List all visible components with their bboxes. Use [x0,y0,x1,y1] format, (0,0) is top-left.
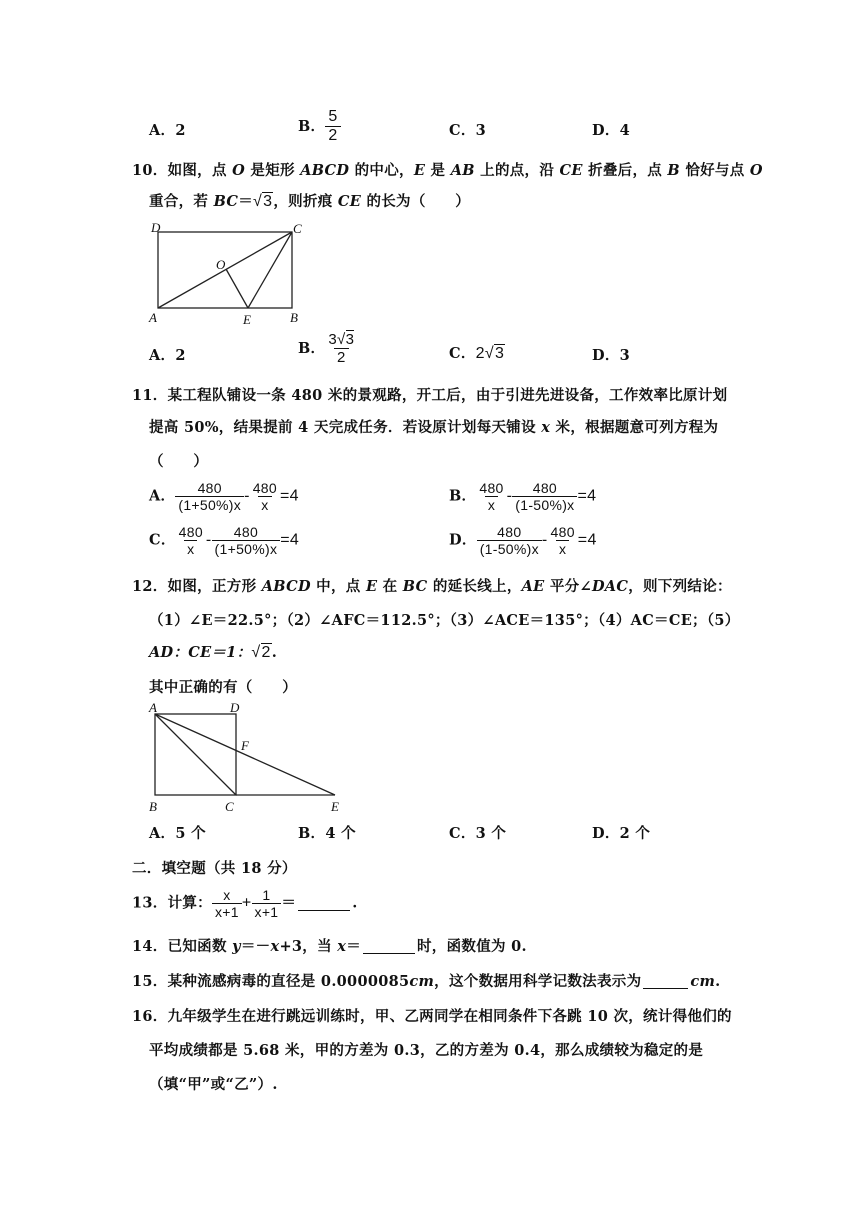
q11-stem-line3: （ ） [149,453,209,470]
q16-line1: 16．九年级学生在进行跳远训练时，甲、乙两同学在相同条件下各跳 10 次，统计得他们的 [132,1008,732,1025]
label-a: A [149,310,157,325]
label-d: D [151,220,161,235]
q13: 13．计算： $\frac{x}{x+1}$ + $\frac{1}{x+1}$ ＝ . [132,887,358,921]
q12-square-figure [140,696,360,818]
q9-option-c: C．3 [449,122,487,139]
q12-option-b: B．4 个 [298,825,356,842]
q12-option-a: A．5 个 [149,825,206,842]
q11-option-b: B． $\frac{480}{x}$ - $\frac{480}{(1-50\%)x}$ =4 [449,480,597,514]
q11-option-c: C． $\frac{480}{x}$ - $\frac{480}{(1+50\%)x}$ =4 [149,524,300,558]
q10-option-c: C．2√3 [449,345,505,362]
label-b: B [149,799,157,814]
q9-option-d: D．4 [592,122,631,139]
q10-option-d: D．3 [592,347,631,364]
label-c: C [293,221,302,236]
q10-option-a: A．2 [149,347,186,364]
q11-option-d: D． $\frac{480}{(1-50\%)x}$ - $\frac{480}{x}$ =4 [449,524,597,558]
q10-option-b-fraction: $\frac{3√3}{2}$ [328,331,355,367]
segment-oe [226,269,248,308]
q12-stem-line2: （1）∠E＝22.5°；（2）∠AFC＝112.5°；（3）∠ACE＝135°；（4）AC＝CE；（5） [149,612,740,629]
q11-stem-line1: 11．某工程队铺设一条 480 米的景观路，开工后，由于引进先进设备，工作效率比原计划 [132,387,728,404]
q10-rectangle-figure [140,218,320,328]
q9-option-a: A．2 [149,122,186,139]
q16-line2: 平均成绩都是 5.68 米，甲的方差为 0.3，乙的方差为 0.4，那么成绩较为稳定的是 [149,1042,704,1059]
q16-line3: （填“甲”或“乙”）. [149,1076,278,1093]
q15: 15．某种流感病毒的直径是 0.0000085cm，这个数据用科学记数法表示为 cm. [132,973,721,990]
answer-blank[interactable] [643,974,688,990]
q12-stem-line4: 其中正确的有（ ） [149,679,297,696]
section-heading: 二．填空题（共 18 分） [132,860,297,877]
q10-stem-line2: 重合，若 BC＝√3，则折痕 CE 的长为（ ） [149,193,471,210]
q12-stem-line1: 12．如图，正方形 ABCD 中，点 E 在 BC 的延长线上，AE 平分∠DAC，则下列结论： [132,578,732,595]
segment-ce [248,232,292,308]
q12-stem-line3: AD：CE＝1：√2. [149,644,278,661]
q9-option-b-label: B． [298,117,326,135]
q12-option-c: C．3 个 [449,825,507,842]
sqrt-symbol: √3 [253,193,273,210]
label-a: A [149,700,157,715]
q12-option-d: D．2 个 [592,825,651,842]
label-d: D [230,700,240,715]
q10-stem-line1: 10．如图，点 O 是矩形 ABCD 的中心，E 是 AB 上的点，沿 CE 折叠后，点 B 恰好与点 O [132,162,763,179]
q11-stem-line2: 提高 50%，结果提前 4 天完成任务．若设原计划每天铺设 x 米，根据题意可列方程为 [149,419,719,436]
label-o: O [216,257,226,272]
segment-ae [155,714,335,795]
q11-option-a: A． $\frac{480}{(1+50\%)x}$ - $\frac{480}{x}$ =4 [149,480,299,514]
answer-blank[interactable] [298,895,350,911]
answer-blank[interactable] [363,939,415,955]
label-f: F [241,738,249,753]
q10-option-b: B． $\frac{3√3}{2}$ [298,331,357,367]
diagonal-ac [155,714,236,795]
label-e: E [243,312,251,327]
label-b: B [290,310,298,325]
label-e: E [331,799,339,814]
q9-option-b-fraction: $\frac{5}{2}$ [325,108,340,146]
q9-option-b [298,108,341,146]
q14: 14．已知函数 y＝－x+3，当 x＝ 时，函数值为 0. [132,938,527,955]
label-c: C [225,799,234,814]
